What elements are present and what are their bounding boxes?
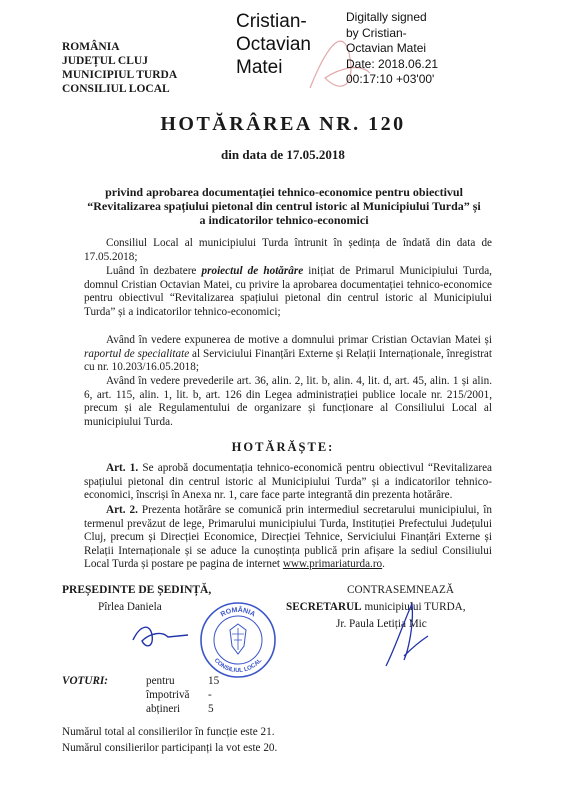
votes-block xyxy=(62,674,219,716)
header-county: JUDEȚUL CLUJ xyxy=(62,55,148,67)
president-signature-icon xyxy=(128,615,198,655)
secretary-signature-icon xyxy=(378,596,448,676)
document-subject: privind aprobarea documentației tehnico-economice pentru obiectivul “Revitalizarea spațiului pietonal din centrul istoric al Municipiului Turda” și a indicatorilor tehnico-economici xyxy=(87,185,481,227)
digital-signature-info: Digitally signed by Cristian- Octavian Matei Date: 2018.06.21 00:17:10 +03'00' xyxy=(346,10,439,86)
official-stamp-icon xyxy=(198,600,278,680)
header-council: CONSILIUL LOCAL xyxy=(62,83,170,95)
votes-row-abstain: abțineri 5 xyxy=(146,703,214,715)
svg-text:CONSILIUL LOCAL: CONSILIUL LOCAL xyxy=(212,657,264,675)
votes-row-against: împotrivă - xyxy=(146,689,212,701)
header-country: ROMÂNIA xyxy=(62,41,120,53)
preamble-paragraph-2: Luând în dezbatere proiectul de hotărâre inițiat de Primarul Municipiului Turda, domnul Cristian Octavian Matei, cu privire la aprobarea documentației tehnico-economice pentru obiectivul “Revitalizarea spațiului pietonal din centrul istoric al Municipiului Turda” și a indicatorilor tehnico-economici; xyxy=(84,265,492,318)
header-municipality: MUNICIPIUL TURDA xyxy=(62,69,178,81)
participating-councillors: Numărul consilierilor participanți la vot este 20. xyxy=(62,742,278,754)
president-name: Pîrlea Daniela xyxy=(98,601,162,613)
issuer-header xyxy=(62,40,177,96)
preamble-paragraph-4: Având în vedere prevederile art. 36, alin. 2, lit. b, alin. 4, lit. d, art. 45, alin. 1 și alin. 6, art. 115, alin. 1, lit. b, art. 126 din Legea administrației publice locale nr. 215/2001, precum și ale Regulamentului de organizare și funcționare al Consiliului Local al municipiului Turda. xyxy=(84,375,492,428)
president-title: PREȘEDINTE DE ȘEDINȚĂ, xyxy=(62,584,212,596)
digital-signature-name: Cristian- Octavian Matei xyxy=(236,11,311,78)
votes-row-for: VOTURI: pentru 15 xyxy=(62,675,220,687)
secretary-title: SECRETARUL municipiului TURDA, xyxy=(286,601,466,613)
website-link[interactable]: www.primariaturda.ro xyxy=(282,558,383,571)
svg-text:ROMÂNIA: ROMÂNIA xyxy=(219,606,257,619)
article-1: Art. 1. Se aprobă documentația tehnico-economică pentru obiectivul “Revitalizarea spațiului pietonal din centrul istoric al Municipiului Turda” și a indicatorilor tehnico-economici, înscriși în Anexa nr. 1, care face parte integrantă din prezenta hotărâre. xyxy=(84,462,492,502)
document-date: din data de 17.05.2018 xyxy=(221,147,345,162)
preamble-paragraph-3: Având în vedere expunerea de motive a domnului primar Cristian Octavian Matei și raportul de specialitate al Serviciului Finanțări Externe și Relații Internaționale, înregistrat cu nr. 10.203/16.05.2018; xyxy=(84,334,493,374)
secretary-name: Jr. Paula Letiția Mic xyxy=(336,618,427,630)
article-2: Art. 2. Prezenta hotărâre se comunică prin intermediul secretarului municipiului, în termenul prevăzut de lege, Primarului municipiului Turda, Instituției Prefectului Județului Cluj, precum și Direcției Economice, Direcției Tehnice, Serviciului Finanțări Externe și Relații Internaționale și se aduce la cunoștința publică prin afișare la sediul Consiliului Local Turda și postare pe pagina de internet www.primariaturda.ro. xyxy=(84,504,492,571)
council-totals xyxy=(62,724,277,756)
preamble-paragraph-1: Consiliul Local al municipiului Turda întrunit în ședința de îndată din data de 17.05.2018; xyxy=(84,237,492,263)
countersign-label: CONTRASEMNEAZĂ xyxy=(347,584,454,596)
document-title: HOTĂRÂREA NR. 120 xyxy=(160,113,406,135)
decision-heading: HOTĂRĂȘTE: xyxy=(231,440,335,454)
total-councillors: Numărul total al consilierilor în funcție este 21. xyxy=(62,726,275,738)
